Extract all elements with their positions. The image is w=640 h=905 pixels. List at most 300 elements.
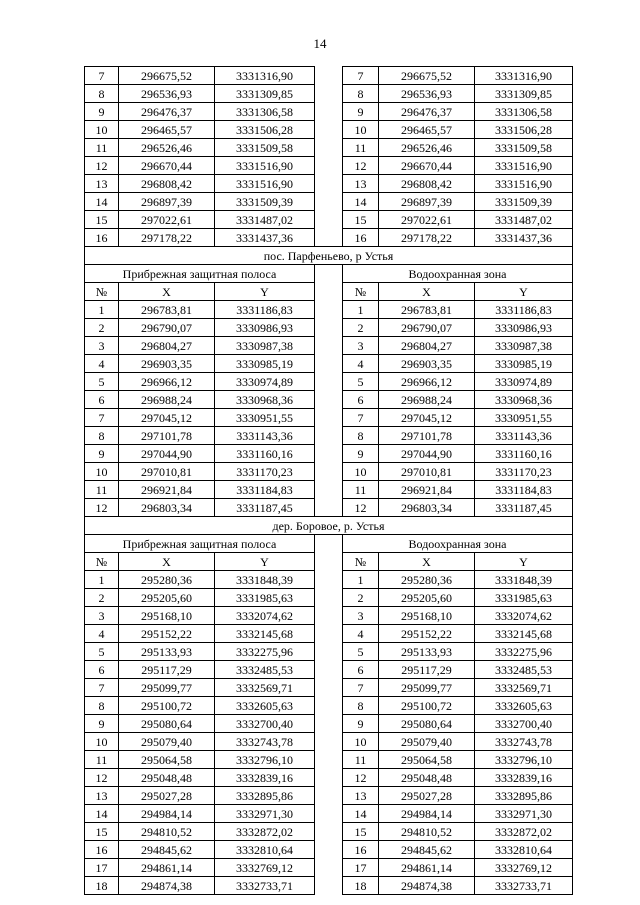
left-x-coordinate-cell: 296988,24 <box>119 391 215 409</box>
left-x-coordinate-cell: 295027,28 <box>119 787 215 805</box>
right-y-coordinate-cell: 3332872,02 <box>475 823 573 841</box>
left-point-number-cell: 1 <box>85 571 119 589</box>
left-y-coordinate-cell: Y <box>215 553 315 571</box>
left-y-coordinate-cell: 3331437,36 <box>215 229 315 247</box>
column-gap <box>315 859 343 877</box>
left-y-coordinate-cell: 3331516,90 <box>215 157 315 175</box>
section-title-row <box>85 247 573 265</box>
right-x-coordinate-cell: 296783,81 <box>379 301 475 319</box>
table-row <box>85 715 573 733</box>
left-point-number-cell: 6 <box>85 391 119 409</box>
column-gap <box>315 319 343 337</box>
right-x-coordinate-cell: 294810,52 <box>379 823 475 841</box>
left-y-coordinate-cell: 3332810,64 <box>215 841 315 859</box>
left-point-number-cell: 3 <box>85 337 119 355</box>
table-row <box>85 301 573 319</box>
left-y-coordinate-cell: 3331187,45 <box>215 499 315 517</box>
left-y-coordinate-cell: 3331186,83 <box>215 301 315 319</box>
left-y-coordinate-cell: 3332569,71 <box>215 679 315 697</box>
left-x-coordinate-cell: X <box>119 553 215 571</box>
right-y-coordinate-cell: 3332074,62 <box>475 607 573 625</box>
left-y-coordinate-cell: 3330968,36 <box>215 391 315 409</box>
right-point-number-cell: 5 <box>343 643 379 661</box>
left-point-number-cell: 12 <box>85 499 119 517</box>
left-x-coordinate-cell: 296465,57 <box>119 121 215 139</box>
table-row <box>85 769 573 787</box>
column-gap <box>315 139 343 157</box>
right-x-coordinate-cell: 296790,07 <box>379 319 475 337</box>
table-row <box>85 391 573 409</box>
left-x-coordinate-cell: 296921,84 <box>119 481 215 499</box>
right-x-coordinate-cell: 296536,93 <box>379 85 475 103</box>
right-y-coordinate-cell: 3330951,55 <box>475 409 573 427</box>
right-y-coordinate-cell: 3330974,89 <box>475 373 573 391</box>
right-y-coordinate-cell: 3332895,86 <box>475 787 573 805</box>
left-x-coordinate-cell: 295205,60 <box>119 589 215 607</box>
right-x-coordinate-cell: 295280,36 <box>379 571 475 589</box>
left-point-number-cell: 8 <box>85 697 119 715</box>
table-row <box>85 139 573 157</box>
left-point-number-cell: 9 <box>85 103 119 121</box>
table-row <box>85 193 573 211</box>
left-y-coordinate-cell: 3331487,02 <box>215 211 315 229</box>
left-point-number-cell: 6 <box>85 661 119 679</box>
right-x-coordinate-cell: 294984,14 <box>379 805 475 823</box>
left-x-coordinate-cell: 296903,35 <box>119 355 215 373</box>
left-x-coordinate-cell: 296790,07 <box>119 319 215 337</box>
right-x-coordinate-cell: 294861,14 <box>379 859 475 877</box>
right-point-number-cell: 14 <box>343 193 379 211</box>
left-x-coordinate-cell: 295099,77 <box>119 679 215 697</box>
right-point-number-cell: 4 <box>343 625 379 643</box>
left-x-coordinate-cell: 297178,22 <box>119 229 215 247</box>
right-y-coordinate-cell: 3331316,90 <box>475 67 573 85</box>
left-y-coordinate-cell: 3331184,83 <box>215 481 315 499</box>
left-y-coordinate-cell: 3330951,55 <box>215 409 315 427</box>
right-x-coordinate-cell: X <box>379 283 475 301</box>
column-gap <box>315 589 343 607</box>
right-x-coordinate-cell: 295100,72 <box>379 697 475 715</box>
column-gap <box>315 265 343 283</box>
column-gap <box>315 571 343 589</box>
right-point-number-cell: 12 <box>343 157 379 175</box>
left-x-coordinate-cell: X <box>119 283 215 301</box>
right-x-coordinate-cell: 296897,39 <box>379 193 475 211</box>
right-y-coordinate-cell: 3332810,64 <box>475 841 573 859</box>
right-point-number-cell: 10 <box>343 463 379 481</box>
left-y-coordinate-cell: 3330986,93 <box>215 319 315 337</box>
right-point-number-cell: 6 <box>343 661 379 679</box>
right-point-number-cell: 1 <box>343 571 379 589</box>
right-point-number-cell: 2 <box>343 589 379 607</box>
right-x-coordinate-cell: 295080,64 <box>379 715 475 733</box>
right-point-number-cell: 15 <box>343 211 379 229</box>
left-point-number-cell: 8 <box>85 427 119 445</box>
right-x-coordinate-cell: 297044,90 <box>379 445 475 463</box>
right-point-number-cell: 16 <box>343 841 379 859</box>
column-gap <box>315 301 343 319</box>
column-gap <box>315 535 343 553</box>
left-x-coordinate-cell: 297045,12 <box>119 409 215 427</box>
right-point-number-cell: 9 <box>343 103 379 121</box>
left-x-coordinate-cell: 296808,42 <box>119 175 215 193</box>
coordinates-table <box>84 66 573 895</box>
left-point-number-cell: 11 <box>85 751 119 769</box>
left-y-coordinate-cell: 3331509,58 <box>215 139 315 157</box>
left-point-number-cell: 9 <box>85 445 119 463</box>
right-point-number-cell: 3 <box>343 337 379 355</box>
table-row <box>85 229 573 247</box>
right-y-coordinate-cell: 3331309,85 <box>475 85 573 103</box>
left-x-coordinate-cell: 296803,34 <box>119 499 215 517</box>
column-gap <box>315 499 343 517</box>
right-x-coordinate-cell: 296526,46 <box>379 139 475 157</box>
left-point-number-cell: 17 <box>85 859 119 877</box>
table-row <box>85 211 573 229</box>
right-point-number-cell: 17 <box>343 859 379 877</box>
right-point-number-cell: 12 <box>343 499 379 517</box>
column-gap <box>315 607 343 625</box>
left-point-number-cell: 14 <box>85 193 119 211</box>
column-gap <box>315 715 343 733</box>
left-point-number-cell: 9 <box>85 715 119 733</box>
table-row <box>85 67 573 85</box>
left-y-coordinate-cell: 3331985,63 <box>215 589 315 607</box>
column-gap <box>315 391 343 409</box>
right-x-coordinate-cell: 295152,22 <box>379 625 475 643</box>
table-row <box>85 121 573 139</box>
right-x-coordinate-cell: 296476,37 <box>379 103 475 121</box>
left-y-coordinate-cell: 3331516,90 <box>215 175 315 193</box>
table-row <box>85 751 573 769</box>
column-gap <box>315 67 343 85</box>
left-x-coordinate-cell: 297010,81 <box>119 463 215 481</box>
table-row <box>85 409 573 427</box>
left-x-coordinate-cell: 295133,93 <box>119 643 215 661</box>
left-point-number-cell: 10 <box>85 733 119 751</box>
right-y-coordinate-cell: 3332971,30 <box>475 805 573 823</box>
table-row <box>85 697 573 715</box>
left-point-number-cell: 12 <box>85 157 119 175</box>
column-header-row <box>85 553 573 571</box>
right-y-coordinate-cell: 3332605,63 <box>475 697 573 715</box>
right-point-number-cell: 12 <box>343 769 379 787</box>
left-y-coordinate-cell: 3332796,10 <box>215 751 315 769</box>
right-y-coordinate-cell: 3331143,36 <box>475 427 573 445</box>
table-row <box>85 499 573 517</box>
right-x-coordinate-cell: 297045,12 <box>379 409 475 427</box>
table-row <box>85 355 573 373</box>
right-point-number-cell: 9 <box>343 715 379 733</box>
left-x-coordinate-cell: 295168,10 <box>119 607 215 625</box>
right-x-coordinate-cell: 297101,78 <box>379 427 475 445</box>
right-y-coordinate-cell: 3331516,90 <box>475 175 573 193</box>
table-row <box>85 823 573 841</box>
right-point-number-cell: 8 <box>343 697 379 715</box>
left-y-coordinate-cell: 3331316,90 <box>215 67 315 85</box>
left-x-coordinate-cell: 296804,27 <box>119 337 215 355</box>
table-row <box>85 877 573 895</box>
left-x-coordinate-cell: 296670,44 <box>119 157 215 175</box>
left-x-coordinate-cell: 294874,38 <box>119 877 215 895</box>
left-point-number-cell: 10 <box>85 463 119 481</box>
left-y-coordinate-cell: 3332769,12 <box>215 859 315 877</box>
right-point-number-cell: 7 <box>343 409 379 427</box>
right-x-coordinate-cell: 295064,58 <box>379 751 475 769</box>
right-y-coordinate-cell: 3332743,78 <box>475 733 573 751</box>
zone-heading-row <box>85 265 573 283</box>
left-x-coordinate-cell: 296966,12 <box>119 373 215 391</box>
right-point-number-cell: 10 <box>343 733 379 751</box>
right-y-coordinate-cell: 3331487,02 <box>475 211 573 229</box>
column-gap <box>315 769 343 787</box>
right-x-coordinate-cell: 297022,61 <box>379 211 475 229</box>
right-point-number-cell: 15 <box>343 823 379 841</box>
left-x-coordinate-cell: 296897,39 <box>119 193 215 211</box>
left-x-coordinate-cell: 296675,52 <box>119 67 215 85</box>
right-y-coordinate-cell: 3331187,45 <box>475 499 573 517</box>
column-gap <box>315 193 343 211</box>
left-y-coordinate-cell: 3331848,39 <box>215 571 315 589</box>
column-gap <box>315 121 343 139</box>
table-row <box>85 661 573 679</box>
right-y-coordinate-cell: 3332796,10 <box>475 751 573 769</box>
left-point-number-cell: 11 <box>85 139 119 157</box>
right-x-coordinate-cell: 296675,52 <box>379 67 475 85</box>
column-gap <box>315 553 343 571</box>
left-y-coordinate-cell: Y <box>215 283 315 301</box>
left-point-number-cell: 15 <box>85 211 119 229</box>
right-point-number-cell: № <box>343 283 379 301</box>
column-gap <box>315 805 343 823</box>
table-row <box>85 445 573 463</box>
column-gap <box>315 175 343 193</box>
left-y-coordinate-cell: 3332700,40 <box>215 715 315 733</box>
section-title: дер. Боровое, р. Устья <box>85 517 573 535</box>
left-x-coordinate-cell: 294984,14 <box>119 805 215 823</box>
left-point-number-cell: 8 <box>85 85 119 103</box>
left-y-coordinate-cell: 3332971,30 <box>215 805 315 823</box>
left-x-coordinate-cell: 296476,37 <box>119 103 215 121</box>
section-title: пос. Парфеньево, р Устья <box>85 247 573 265</box>
right-point-number-cell: 11 <box>343 481 379 499</box>
page-number: 14 <box>313 36 327 51</box>
right-point-number-cell: 7 <box>343 679 379 697</box>
left-zone-heading: Прибрежная защитная полоса <box>85 265 315 283</box>
right-x-coordinate-cell: 296808,42 <box>379 175 475 193</box>
column-gap <box>315 877 343 895</box>
right-y-coordinate-cell: 3332769,12 <box>475 859 573 877</box>
left-x-coordinate-cell: 297101,78 <box>119 427 215 445</box>
right-point-number-cell: 18 <box>343 877 379 895</box>
column-gap <box>315 787 343 805</box>
right-point-number-cell: 2 <box>343 319 379 337</box>
column-gap <box>315 463 343 481</box>
left-point-number-cell: 3 <box>85 607 119 625</box>
left-point-number-cell: 18 <box>85 877 119 895</box>
table-row <box>85 841 573 859</box>
right-y-coordinate-cell: 3332733,71 <box>475 877 573 895</box>
left-point-number-cell: 7 <box>85 67 119 85</box>
left-y-coordinate-cell: 3331143,36 <box>215 427 315 445</box>
left-y-coordinate-cell: 3332275,96 <box>215 643 315 661</box>
left-y-coordinate-cell: 3330974,89 <box>215 373 315 391</box>
right-x-coordinate-cell: 295027,28 <box>379 787 475 805</box>
left-x-coordinate-cell: 295079,40 <box>119 733 215 751</box>
column-gap <box>315 643 343 661</box>
right-y-coordinate-cell: 3332839,16 <box>475 769 573 787</box>
right-point-number-cell: № <box>343 553 379 571</box>
table-row <box>85 625 573 643</box>
left-point-number-cell: 1 <box>85 301 119 319</box>
left-point-number-cell: 4 <box>85 355 119 373</box>
left-point-number-cell: 4 <box>85 625 119 643</box>
left-point-number-cell: 7 <box>85 679 119 697</box>
left-x-coordinate-cell: 295064,58 <box>119 751 215 769</box>
left-point-number-cell: 11 <box>85 481 119 499</box>
left-x-coordinate-cell: 295117,29 <box>119 661 215 679</box>
right-x-coordinate-cell: 295099,77 <box>379 679 475 697</box>
table-row <box>85 103 573 121</box>
column-gap <box>315 697 343 715</box>
right-point-number-cell: 3 <box>343 607 379 625</box>
column-gap <box>315 733 343 751</box>
left-zone-heading: Прибрежная защитная полоса <box>85 535 315 553</box>
left-x-coordinate-cell: 295280,36 <box>119 571 215 589</box>
left-x-coordinate-cell: 295048,48 <box>119 769 215 787</box>
left-y-coordinate-cell: 3332145,68 <box>215 625 315 643</box>
right-y-coordinate-cell: 3332145,68 <box>475 625 573 643</box>
right-y-coordinate-cell: 3332569,71 <box>475 679 573 697</box>
left-y-coordinate-cell: 3332485,53 <box>215 661 315 679</box>
right-point-number-cell: 11 <box>343 751 379 769</box>
right-point-number-cell: 7 <box>343 67 379 85</box>
right-y-coordinate-cell: 3331306,58 <box>475 103 573 121</box>
left-point-number-cell: № <box>85 553 119 571</box>
left-y-coordinate-cell: 3331309,85 <box>215 85 315 103</box>
right-point-number-cell: 14 <box>343 805 379 823</box>
right-y-coordinate-cell: 3331506,28 <box>475 121 573 139</box>
right-y-coordinate-cell: 3331437,36 <box>475 229 573 247</box>
zone-heading-row <box>85 535 573 553</box>
left-x-coordinate-cell: 296536,93 <box>119 85 215 103</box>
left-x-coordinate-cell: 295080,64 <box>119 715 215 733</box>
right-y-coordinate-cell: 3332275,96 <box>475 643 573 661</box>
right-x-coordinate-cell: 296988,24 <box>379 391 475 409</box>
table-row <box>85 571 573 589</box>
left-point-number-cell: 5 <box>85 373 119 391</box>
right-x-coordinate-cell: 295048,48 <box>379 769 475 787</box>
table-row <box>85 427 573 445</box>
right-x-coordinate-cell: 296921,84 <box>379 481 475 499</box>
left-y-coordinate-cell: 3331160,16 <box>215 445 315 463</box>
column-gap <box>315 157 343 175</box>
left-x-coordinate-cell: 295100,72 <box>119 697 215 715</box>
column-gap <box>315 355 343 373</box>
column-header-row <box>85 283 573 301</box>
right-x-coordinate-cell: 296803,34 <box>379 499 475 517</box>
left-y-coordinate-cell: 3332743,78 <box>215 733 315 751</box>
left-x-coordinate-cell: 294810,52 <box>119 823 215 841</box>
right-y-coordinate-cell: 3331184,83 <box>475 481 573 499</box>
left-x-coordinate-cell: 295152,22 <box>119 625 215 643</box>
right-y-coordinate-cell: Y <box>475 283 573 301</box>
right-point-number-cell: 4 <box>343 355 379 373</box>
right-x-coordinate-cell: 295079,40 <box>379 733 475 751</box>
right-x-coordinate-cell: 295117,29 <box>379 661 475 679</box>
right-point-number-cell: 9 <box>343 445 379 463</box>
left-point-number-cell: 7 <box>85 409 119 427</box>
left-y-coordinate-cell: 3331306,58 <box>215 103 315 121</box>
right-x-coordinate-cell: 296903,35 <box>379 355 475 373</box>
right-y-coordinate-cell: 3330968,36 <box>475 391 573 409</box>
left-point-number-cell: 13 <box>85 787 119 805</box>
left-y-coordinate-cell: 3331506,28 <box>215 121 315 139</box>
right-x-coordinate-cell: 295168,10 <box>379 607 475 625</box>
right-y-coordinate-cell: 3331509,58 <box>475 139 573 157</box>
right-point-number-cell: 10 <box>343 121 379 139</box>
right-x-coordinate-cell: 297178,22 <box>379 229 475 247</box>
right-point-number-cell: 8 <box>343 85 379 103</box>
right-x-coordinate-cell: 294874,38 <box>379 877 475 895</box>
left-y-coordinate-cell: 3332074,62 <box>215 607 315 625</box>
column-gap <box>315 211 343 229</box>
table-row <box>85 85 573 103</box>
right-x-coordinate-cell: 295133,93 <box>379 643 475 661</box>
left-point-number-cell: 13 <box>85 175 119 193</box>
left-y-coordinate-cell: 3330985,19 <box>215 355 315 373</box>
right-x-coordinate-cell: X <box>379 553 475 571</box>
table-row <box>85 607 573 625</box>
right-point-number-cell: 11 <box>343 139 379 157</box>
right-y-coordinate-cell: 3331985,63 <box>475 589 573 607</box>
column-gap <box>315 85 343 103</box>
table-row <box>85 175 573 193</box>
column-gap <box>315 841 343 859</box>
left-y-coordinate-cell: 3331170,23 <box>215 463 315 481</box>
table-row <box>85 373 573 391</box>
left-point-number-cell: № <box>85 283 119 301</box>
column-gap <box>315 103 343 121</box>
left-point-number-cell: 16 <box>85 229 119 247</box>
left-y-coordinate-cell: 3331509,39 <box>215 193 315 211</box>
table-row <box>85 337 573 355</box>
right-point-number-cell: 8 <box>343 427 379 445</box>
table-row <box>85 463 573 481</box>
right-x-coordinate-cell: 296670,44 <box>379 157 475 175</box>
right-x-coordinate-cell: 295205,60 <box>379 589 475 607</box>
table-row <box>85 643 573 661</box>
left-y-coordinate-cell: 3332895,86 <box>215 787 315 805</box>
column-gap <box>315 661 343 679</box>
column-gap <box>315 229 343 247</box>
right-y-coordinate-cell: 3332485,53 <box>475 661 573 679</box>
right-y-coordinate-cell: 3331516,90 <box>475 157 573 175</box>
right-x-coordinate-cell: 296465,57 <box>379 121 475 139</box>
right-point-number-cell: 1 <box>343 301 379 319</box>
column-gap <box>315 427 343 445</box>
left-y-coordinate-cell: 3332872,02 <box>215 823 315 841</box>
table-row <box>85 481 573 499</box>
right-zone-heading: Водоохранная зона <box>343 535 573 553</box>
right-x-coordinate-cell: 296966,12 <box>379 373 475 391</box>
column-gap <box>315 409 343 427</box>
column-gap <box>315 481 343 499</box>
left-point-number-cell: 15 <box>85 823 119 841</box>
left-point-number-cell: 2 <box>85 319 119 337</box>
right-y-coordinate-cell: 3330985,19 <box>475 355 573 373</box>
left-x-coordinate-cell: 294861,14 <box>119 859 215 877</box>
